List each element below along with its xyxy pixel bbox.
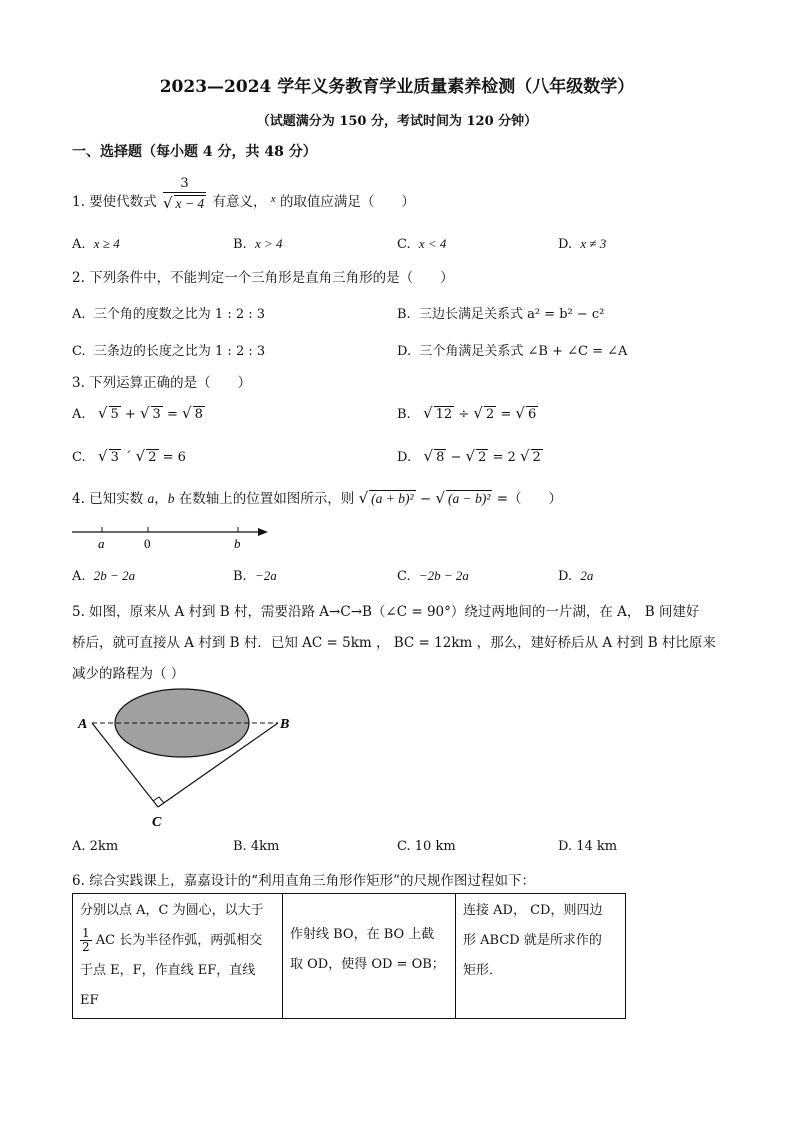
number-line-figure bbox=[68, 522, 278, 552]
page-title: 2023—2024 学年义务教育学业质量素养检测（八年级数学） bbox=[159, 77, 635, 97]
q4-option-d: D. 2a bbox=[558, 568, 594, 584]
q1-num: 1. bbox=[72, 194, 85, 210]
label-b: b bbox=[234, 536, 241, 551]
question-4: 4. 已知实数 a，b 在数轴上的位置如图所示，则 √ (a + b)² − √ (a − b)² =（ ） bbox=[72, 489, 563, 507]
question-5-line-2: 桥后，就可直接从 A 村到 B 村．已知 AC = 5km ， BC = 12km ，那么，建好桥后从 A 村到 B 村比原来 bbox=[72, 635, 716, 651]
construction-steps-table bbox=[72, 893, 626, 1019]
vertex-b-label: B bbox=[280, 717, 290, 732]
q1-fraction: $\frac{3}{√ x - 4}$ bbox=[162, 176, 205, 212]
step-1-cell: 分别以点 A，C 为圆心，以大于 $\frac{1}{2}$ AC 长为半径作弧，两弧相交 于点 E，F，作直线 EF，直线 EF bbox=[73, 894, 283, 1019]
question-6: 6. 综合实践课上，嘉嘉设计的“利用直角三角形作矩形”的尺规作图过程如下： bbox=[72, 873, 535, 889]
q1-option-c: C. x < 4 bbox=[397, 236, 447, 252]
q2-option-d: D. 三个角满足关系式 ∠B + ∠C = ∠A bbox=[397, 344, 628, 359]
q1-option-d: D. x ≠ 3 bbox=[558, 236, 607, 252]
vertex-a-label: A bbox=[78, 717, 88, 732]
q5-option-b: B. 4km bbox=[233, 839, 280, 854]
step-2-cell: 作射线 BO，在 BO 上截 取 OD，使得 OD = OB； bbox=[283, 894, 456, 1019]
q2-option-c: C. 三条边的长度之比为 1 : 2 : 3 bbox=[72, 344, 266, 359]
question-5-line-3: 减少的路程为（ ） bbox=[72, 666, 185, 682]
q2-option-a: A. 三个角的度数之比为 1 : 2 : 3 bbox=[72, 307, 266, 322]
q1-option-b: B. x > 4 bbox=[233, 236, 283, 252]
lake-figure bbox=[72, 686, 302, 832]
q3-option-d: D. √ 8 − √ 2 = 2 √ 2 bbox=[397, 447, 541, 465]
question-3: 3. 下列运算正确的是（ ） bbox=[72, 375, 252, 391]
section-heading: 一、选择题（每小题 4 分，共 48 分） bbox=[72, 144, 317, 160]
label-zero: 0 bbox=[144, 536, 151, 551]
half-fraction: $\frac{1}{2}$ bbox=[82, 926, 90, 954]
q1-post: 有意义， bbox=[212, 194, 267, 210]
question-2: 2. 下列条件中，不能判定一个三角形是直角三角形的是（ ） bbox=[72, 270, 454, 286]
question-1 bbox=[72, 176, 415, 212]
q4-option-b: B. −2a bbox=[233, 568, 277, 584]
q4-option-a: A. 2b − 2a bbox=[72, 568, 136, 584]
q1-var: x bbox=[270, 193, 276, 205]
exam-info: （试题满分为 150 分，考试时间为 120 分钟） bbox=[256, 114, 538, 129]
q5-option-c: C. 10 km bbox=[397, 839, 456, 854]
question-5-line-1: 5. 如图，原来从 A 村到 B 村，需要沿路 A→C→B（∠C = 90°）绕过两地间的一片湖，在 A， B 间建好 bbox=[72, 604, 700, 620]
arrow-icon bbox=[258, 528, 268, 536]
q3-option-b: B. √ 12 ÷ √ 2 = √ 6 bbox=[397, 404, 537, 422]
q2-option-b: B. 三边长满足关系式 a² = b² − c² bbox=[397, 307, 605, 322]
label-a: a bbox=[98, 536, 105, 551]
q4-option-c: C. −2b − 2a bbox=[397, 568, 469, 584]
step-3-cell: 连接 AD， CD，则四边 形 ABCD 就是所求作的 矩形． bbox=[456, 894, 626, 1019]
q3-option-a: A. √ 5 + √ 3 = √ 8 bbox=[72, 404, 203, 422]
q3-option-c: C. √ 3 ´ √ 2 = 6 bbox=[72, 447, 186, 465]
q1-frac-num: 3 bbox=[180, 176, 189, 191]
q1-post2: 的取值应满足（ ） bbox=[279, 194, 415, 210]
q5-option-d: D. 14 km bbox=[558, 839, 618, 854]
q5-option-a: A. 2km bbox=[72, 839, 119, 854]
q1-frac-den: x − 4 bbox=[175, 196, 205, 211]
q1-pre: 要使代数式 bbox=[89, 194, 157, 210]
vertex-c-label: C bbox=[152, 815, 162, 830]
q1-option-a: A. x ≥ 4 bbox=[72, 236, 120, 252]
